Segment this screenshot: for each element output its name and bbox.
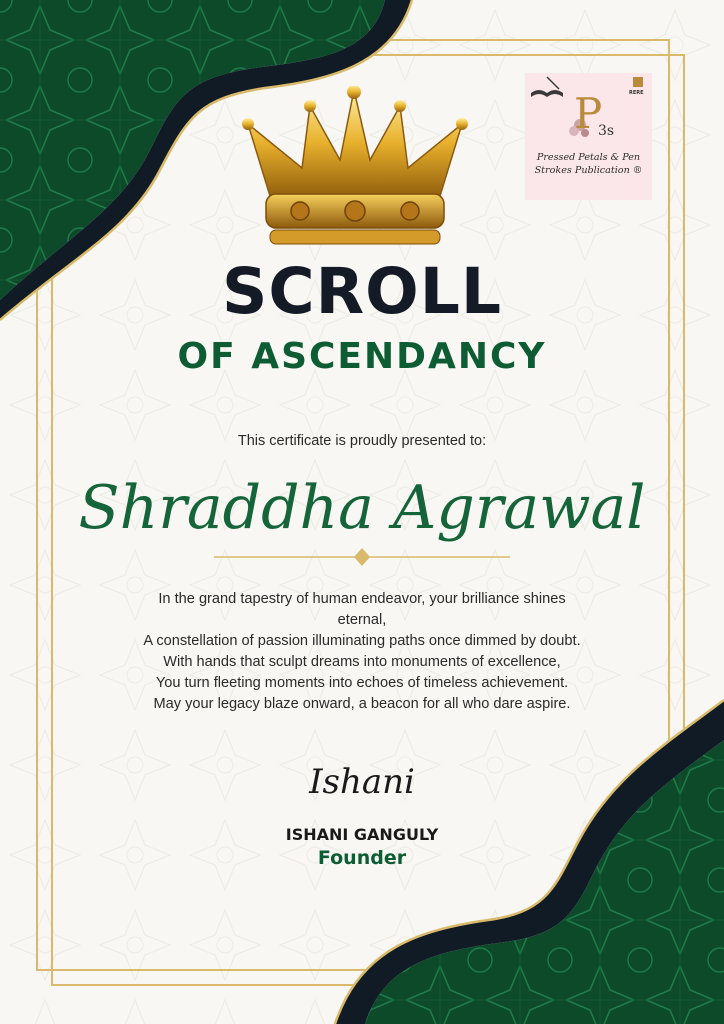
citation-text: [100, 589, 624, 715]
logo-caption-line: Strokes Publication ®: [534, 165, 643, 176]
citation-line: eternal,: [337, 612, 387, 628]
signer-name: ISHANI GANGULY: [285, 825, 439, 844]
presented-to-text: This certificate is proudly presented to:: [237, 433, 487, 449]
citation-line: With hands that sculpt dreams into monuments of excellence,: [163, 654, 561, 670]
logo-caption: [525, 151, 652, 177]
publisher-logo: [525, 73, 652, 200]
crown-icon: [240, 86, 470, 252]
certificate-subtitle: OF ASCENDANCY: [177, 336, 547, 377]
logo-artwork: [525, 73, 652, 200]
logo-monogram-sub: 3s: [598, 123, 615, 139]
citation-line: May your legacy blaze onward, a beacon for all who dare aspire.: [153, 696, 571, 712]
recipient-name: Shraddha Agrawal: [78, 473, 646, 543]
logo-badge: RERE: [629, 90, 644, 96]
citation-line: In the grand tapestry of human endeavor, your brilliance shines: [158, 591, 566, 607]
signer-role: Founder: [317, 847, 407, 869]
logo-caption-line: Pressed Petals & Pen: [536, 152, 641, 163]
emblem-icon: [633, 77, 643, 87]
citation-line: You turn fleeting moments into echoes of timeless achievement.: [155, 675, 569, 691]
signature: Ishani: [309, 762, 415, 802]
book-quill-icon: [531, 77, 563, 97]
logo-monogram: P: [574, 89, 603, 138]
certificate-title: SCROLL: [222, 255, 502, 328]
name-divider: [214, 548, 510, 566]
citation-line: A constellation of passion illuminating paths once dimmed by doubt.: [143, 633, 581, 649]
